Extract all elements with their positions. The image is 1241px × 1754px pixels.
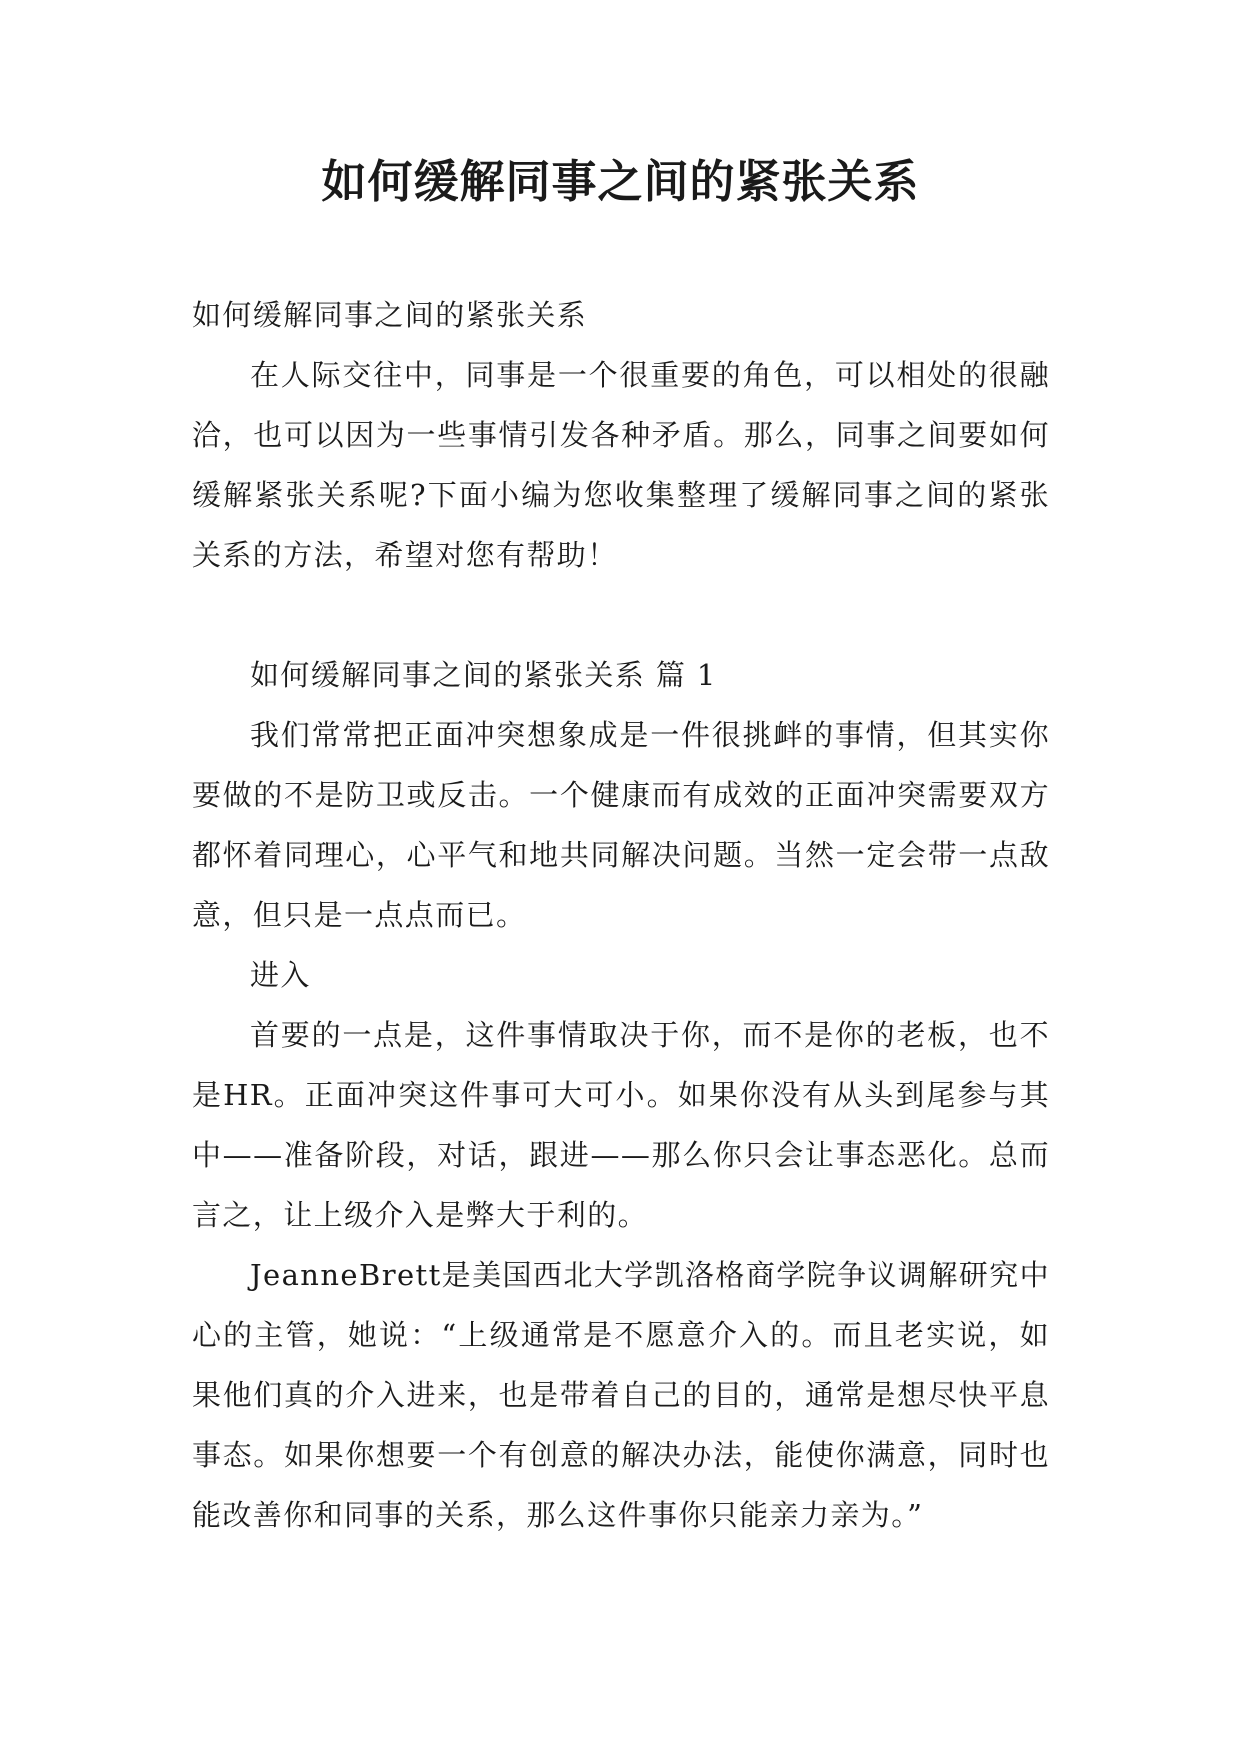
section-spacer <box>192 585 1050 645</box>
paragraph-quote: JeanneBrett是美国西北大学凯洛格商学院争议调解研究中心的主管，她说：“上级通常是不愿意介入的。而且老实说，如果他们真的介入进来，也是带着自己的目的，通常是想尽快平息事态。如果你想要一个有创意的解决办法，能使你满意，同时也能改善你和同事的关系，那么这件事你只能亲力亲为。” <box>192 1258 1050 1532</box>
subheading-enter: 进入 <box>250 958 311 992</box>
intro-paragraph: 在人际交往中，同事是一个很重要的角色，可以相处的很融洽，也可以因为一些事情引发各种矛盾。那么，同事之间要如何缓解紧张关系呢?下面小编为您收集整理了缓解同事之间的紧张关系的方法，希望对您有帮助！ <box>192 358 1050 572</box>
paragraph-responsibility: 首要的一点是，这件事情取决于你，而不是你的老板，也不是HR。正面冲突这件事可大可小。如果你没有从头到尾参与其中——准备阶段，对话，跟进——那么你只会让事态恶化。总而言之，让上级介入是弊大于利的。 <box>192 1018 1050 1232</box>
paragraph-confrontation: 我们常常把正面冲突想象成是一件很挑衅的事情，但其实你要做的不是防卫或反击。一个健康而有成效的正面冲突需要双方都怀着同理心，心平气和地共同解决问题。当然一定会带一点敌意，但只是一点点而已。 <box>192 718 1050 932</box>
document-title: 如何缓解同事之间的紧张关系 <box>321 155 920 208</box>
document-subtitle: 如何缓解同事之间的紧张关系 <box>192 298 588 332</box>
section-heading: 如何缓解同事之间的紧张关系 篇 1 <box>250 658 717 692</box>
document-body <box>192 285 1050 1545</box>
